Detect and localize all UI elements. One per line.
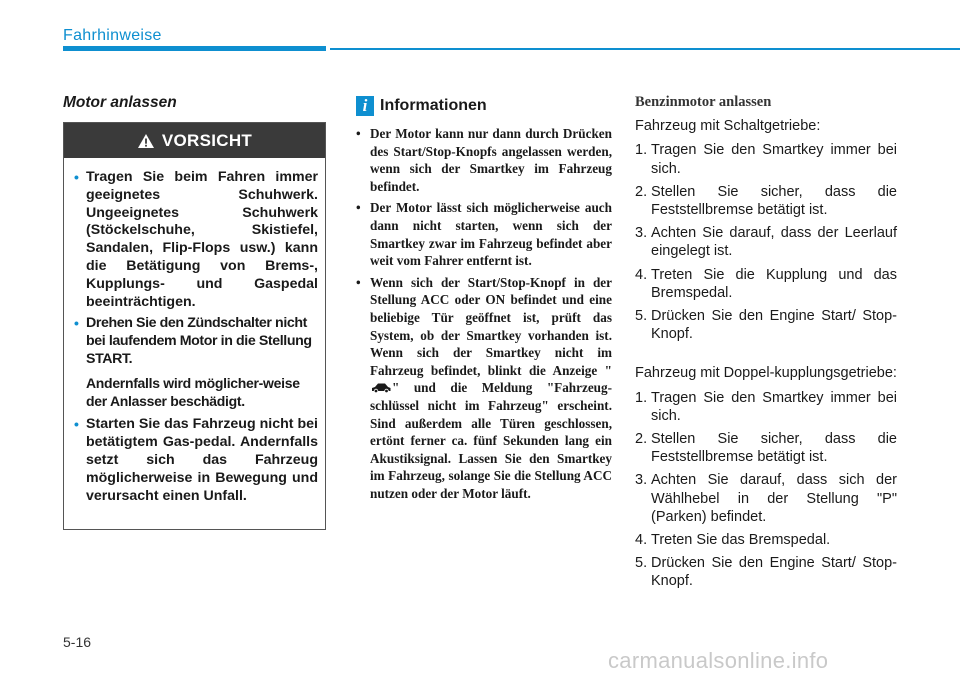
- caution-item: • Drehen Sie den Zündschalter nicht bei laufendem Motor in die Stellung START.: [74, 315, 312, 367]
- info-item: • Der Motor kann nur dann durch Drücken des Start/Stop-Knopfs angelassen werden, wenn sich der Smartkey im Fahrzeug befindet.: [356, 126, 612, 194]
- bullet-icon: •: [74, 315, 79, 332]
- petrol-start-section: [635, 93, 897, 596]
- info-title: Informationen: [380, 97, 487, 114]
- caution-item: • Starten Sie das Fahrzeug nicht bei betätigtem Gas-pedal. Andernfalls setzt sich das Fahrzeug möglicherweise in Bewegung und verursacht einen Unfall.: [74, 416, 318, 504]
- info-item: • Wenn sich der Start/Stop-Knopf in der Stellung ACC oder ON befindet und eine beliebige Tür geöffnet ist, prüft das System, ob der Smartkey vorhanden ist. Wenn sich der Smartkey nicht im Fahrzeug befindet, blinkt die Anzeige "" und die Meldung "Fahrzeug-schlüssel nicht im Fahrzeug" erscheint. Sind außerdem alle Türen geschlossen, ertönt ferner ca. fünf Sekunden lang ein Akustiksignal. Lassen Sie den Smartkey im Fahrzeug, solange Sie die Stellung ACC nutzen oder der Motor läuft.: [356, 274, 612, 501]
- manual-heading: Fahrzeug mit Schaltgetriebe:: [635, 118, 821, 135]
- petrol-start-heading: Benzinmotor anlassen: [635, 94, 772, 110]
- info-item: • Der Motor lässt sich möglicherweise auch dann nicht starten, wenn sich der Smartkey zwar im Fahrzeug befindet aber weit vom Fahrer entfernt ist.: [356, 200, 612, 269]
- car-key-indicator-icon: [370, 382, 392, 393]
- info-icon: i: [356, 96, 374, 116]
- bullet-icon: •: [356, 126, 361, 141]
- manual-step: 3. Achten Sie darauf, dass der Leerlauf eingelegt ist.: [635, 225, 897, 260]
- dct-step: 1. Tragen Sie den Smartkey immer bei sich.: [635, 389, 897, 424]
- motor-anlassen-heading: Motor anlassen: [63, 94, 177, 111]
- header-rule-thick: [63, 46, 326, 51]
- bullet-icon: •: [356, 274, 361, 290]
- dct-step: 3. Achten Sie darauf, dass sich der Wählhebel in der Stellung "P" (Parken) befindet.: [635, 472, 897, 525]
- manual-step: 5. Drücken Sie den Engine Start/ Stop-Knopf.: [635, 308, 897, 343]
- watermark: carmanualsonline.info: [608, 648, 829, 673]
- page-number: 5-16: [63, 634, 92, 650]
- manual-step: 2. Stellen Sie sicher, dass die Feststellbremse betätigt ist.: [635, 183, 897, 219]
- manual-step: 1. Tragen Sie den Smartkey immer bei sich.: [635, 142, 897, 177]
- warning-triangle-icon: [137, 133, 155, 149]
- dct-step: 5. Drücken Sie den Engine Start/ Stop-Knopf.: [635, 555, 897, 590]
- info-header: [356, 96, 487, 116]
- caution-body: [64, 158, 325, 505]
- dct-heading: Fahrzeug mit Doppel-kupplungsgetriebe:: [635, 365, 897, 382]
- manual-step: 4. Treten Sie die Kupplung und das Bremspedal.: [635, 266, 897, 301]
- caution-box: [63, 122, 326, 530]
- caution-item: • Tragen Sie beim Fahren immer geeignetes Schuhwerk. Ungeeignetes Schuhwerk (Stöckelschuhe, Skistiefel, Sandalen, Flip-Flops usw.) kann die Betätigung von Brems-, Kupplungs- und Gaspedal beeinträchtigen.: [74, 169, 318, 310]
- header-rule-thin: [330, 48, 960, 50]
- info-list: [356, 125, 612, 506]
- bullet-icon: •: [74, 169, 79, 185]
- dct-step: 4. Treten Sie das Bremspedal.: [635, 532, 831, 549]
- dct-step: 2. Stellen Sie sicher, dass die Feststellbremse betätigt ist.: [635, 431, 897, 466]
- caution-sub-note: Andernfalls wird möglicher-weise der Anlasser beschädigt.: [86, 374, 300, 409]
- caution-header: [64, 123, 325, 158]
- bullet-icon: •: [74, 416, 79, 433]
- section-title: Fahrhinweise: [63, 27, 162, 44]
- caution-label: VORSICHT: [161, 130, 253, 150]
- bullet-icon: •: [356, 200, 361, 216]
